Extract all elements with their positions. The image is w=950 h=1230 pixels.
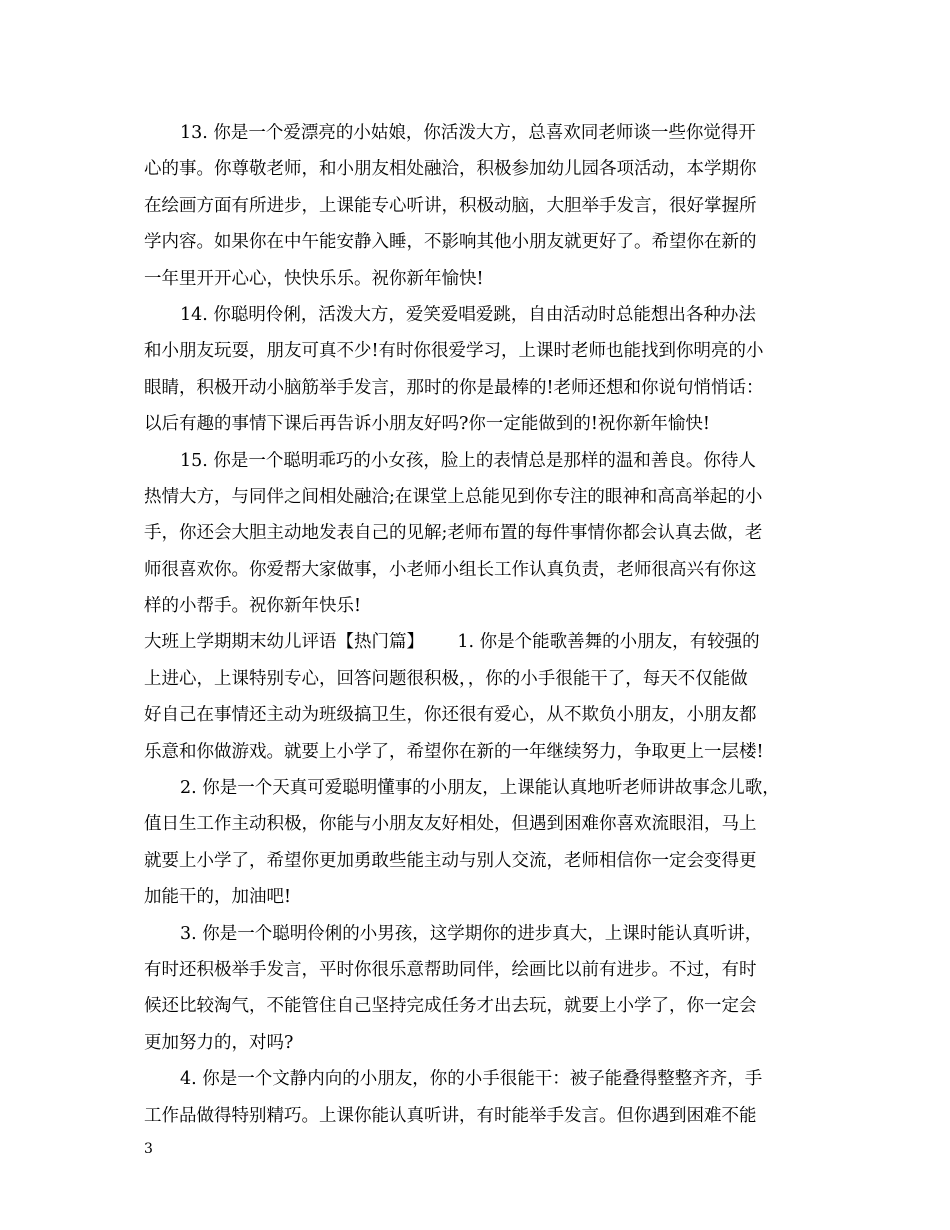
paragraph-15-line-4: 师很喜欢你。你爱帮大家做事，小老师小组长工作认真负责，老师很高兴有你这 <box>144 559 757 580</box>
paragraph-4-line-2: 工作品做得特别精巧。上课你能认真听讲，有时能举手发言。但你遇到困难不能 <box>144 1105 757 1126</box>
document-body <box>144 115 812 1134</box>
paragraph-14-line-1: 14. 你聪明伶俐，活泼大方，爱笑爱唱爱跳，自由活动时总能想出各种办法 <box>180 304 756 325</box>
paragraph-3-line-1: 3. 你是一个聪明伶俐的小男孩，这学期你的进步真大，上课时能认真听讲， <box>180 923 763 944</box>
paragraph-2-line-2: 值日生工作主动积极，你能与小朋友友好相处，但遇到困难你喜欢流眼泪，马上 <box>144 814 757 835</box>
paragraph-13-line-1: 13. 你是一个爱漂亮的小姑娘，你活泼大方，总喜欢同老师谈一些你觉得开 <box>180 123 756 143</box>
paragraph-13-line-2: 心的事。你尊敬老师，和小朋友相处融洽，积极参加幼儿园各项活动，本学期你 <box>144 159 757 180</box>
paragraph-4-line-1: 4. 你是一个文静内向的小朋友，你的小手很能干：被子能叠得整整齐齐，手 <box>180 1069 763 1090</box>
paragraph-2-line-4: 加能干的，加油吧! <box>144 887 292 908</box>
paragraph-15-line-1: 15. 你是一个聪明乖巧的小女孩，脸上的表情总是那样的温和善良。你待人 <box>180 450 756 471</box>
paragraph-15-line-5: 样的小帮手。祝你新年快乐! <box>144 596 362 617</box>
paragraph-15-line-2: 热情大方，与同伴之间相处融洽;在课堂上总能见到你专注的眼神和高高举起的小 <box>144 486 763 507</box>
paragraph-2-line-3: 就要上小学了，希望你更加勇敢些能主动与别人交流，老师相信你一定会变得更 <box>144 850 757 871</box>
section-heading-line: 大班上学期期末幼儿评语【热门篇】 1. 你是个能歌善舞的小朋友，有较强的 <box>144 632 760 653</box>
paragraph-1-line-3: 好自己在事情还主动为班级搞卫生，你还很有爱心，从不欺负小朋友，小朋友都 <box>144 705 757 726</box>
paragraph-1-line-4: 乐意和你做游戏。就要上小学了，希望你在新的一年继续努力，争取更上一层楼! <box>144 741 764 762</box>
paragraph-14-line-4: 以后有趣的事情下课后再告诉小朋友好吗?你一定能做到的!祝你新年愉快! <box>144 414 710 435</box>
paragraph-2-line-1: 2. 你是一个天真可爱聪明懂事的小朋友，上课能认真地听老师讲故事念儿歌， <box>180 778 780 799</box>
paragraph-1-line-2: 上进心，上课特别专心，回答问题很积极，，你的小手很能干了，每天不仅能做 <box>144 668 748 689</box>
paragraph-13-line-3: 在绘画方面有所进步，上课能专心听讲，积极动脑，大胆举手发言，很好掌握所 <box>144 195 757 216</box>
paragraph-13-line-5: 一年里开开心心，快快乐乐。祝你新年愉快! <box>144 268 484 289</box>
paragraph-3-line-3: 候还比较淘气，不能管住自己坚持完成任务才出去玩，就要上小学了，你一定会 <box>144 996 757 1017</box>
paragraph-3-line-2: 有时还积极举手发言，平时你很乐意帮助同伴，绘画比以前有进步。不过，有时 <box>144 959 757 980</box>
paragraph-14-line-2: 和小朋友玩耍，朋友可真不少!有时你很爱学习，上课时老师也能找到你明亮的小 <box>144 341 764 362</box>
paragraph-13-line-4: 学内容。如果你在中午能安静入睡，不影响其他小朋友就更好了。希望你在新的 <box>144 232 757 253</box>
paragraph-3-line-4: 更加努力的，对吗? <box>144 1032 294 1053</box>
paragraph-15-line-3: 手，你还会大胆主动地发表自己的见解;老师布置的每件事情你都会认真去做，老 <box>144 523 763 544</box>
paragraph-14-line-3: 眼睛，积极开动小脑筋举手发言，那时的你是最棒的!老师还想和你说句悄悄话： <box>144 377 764 398</box>
page-number: 3 <box>144 1141 153 1157</box>
